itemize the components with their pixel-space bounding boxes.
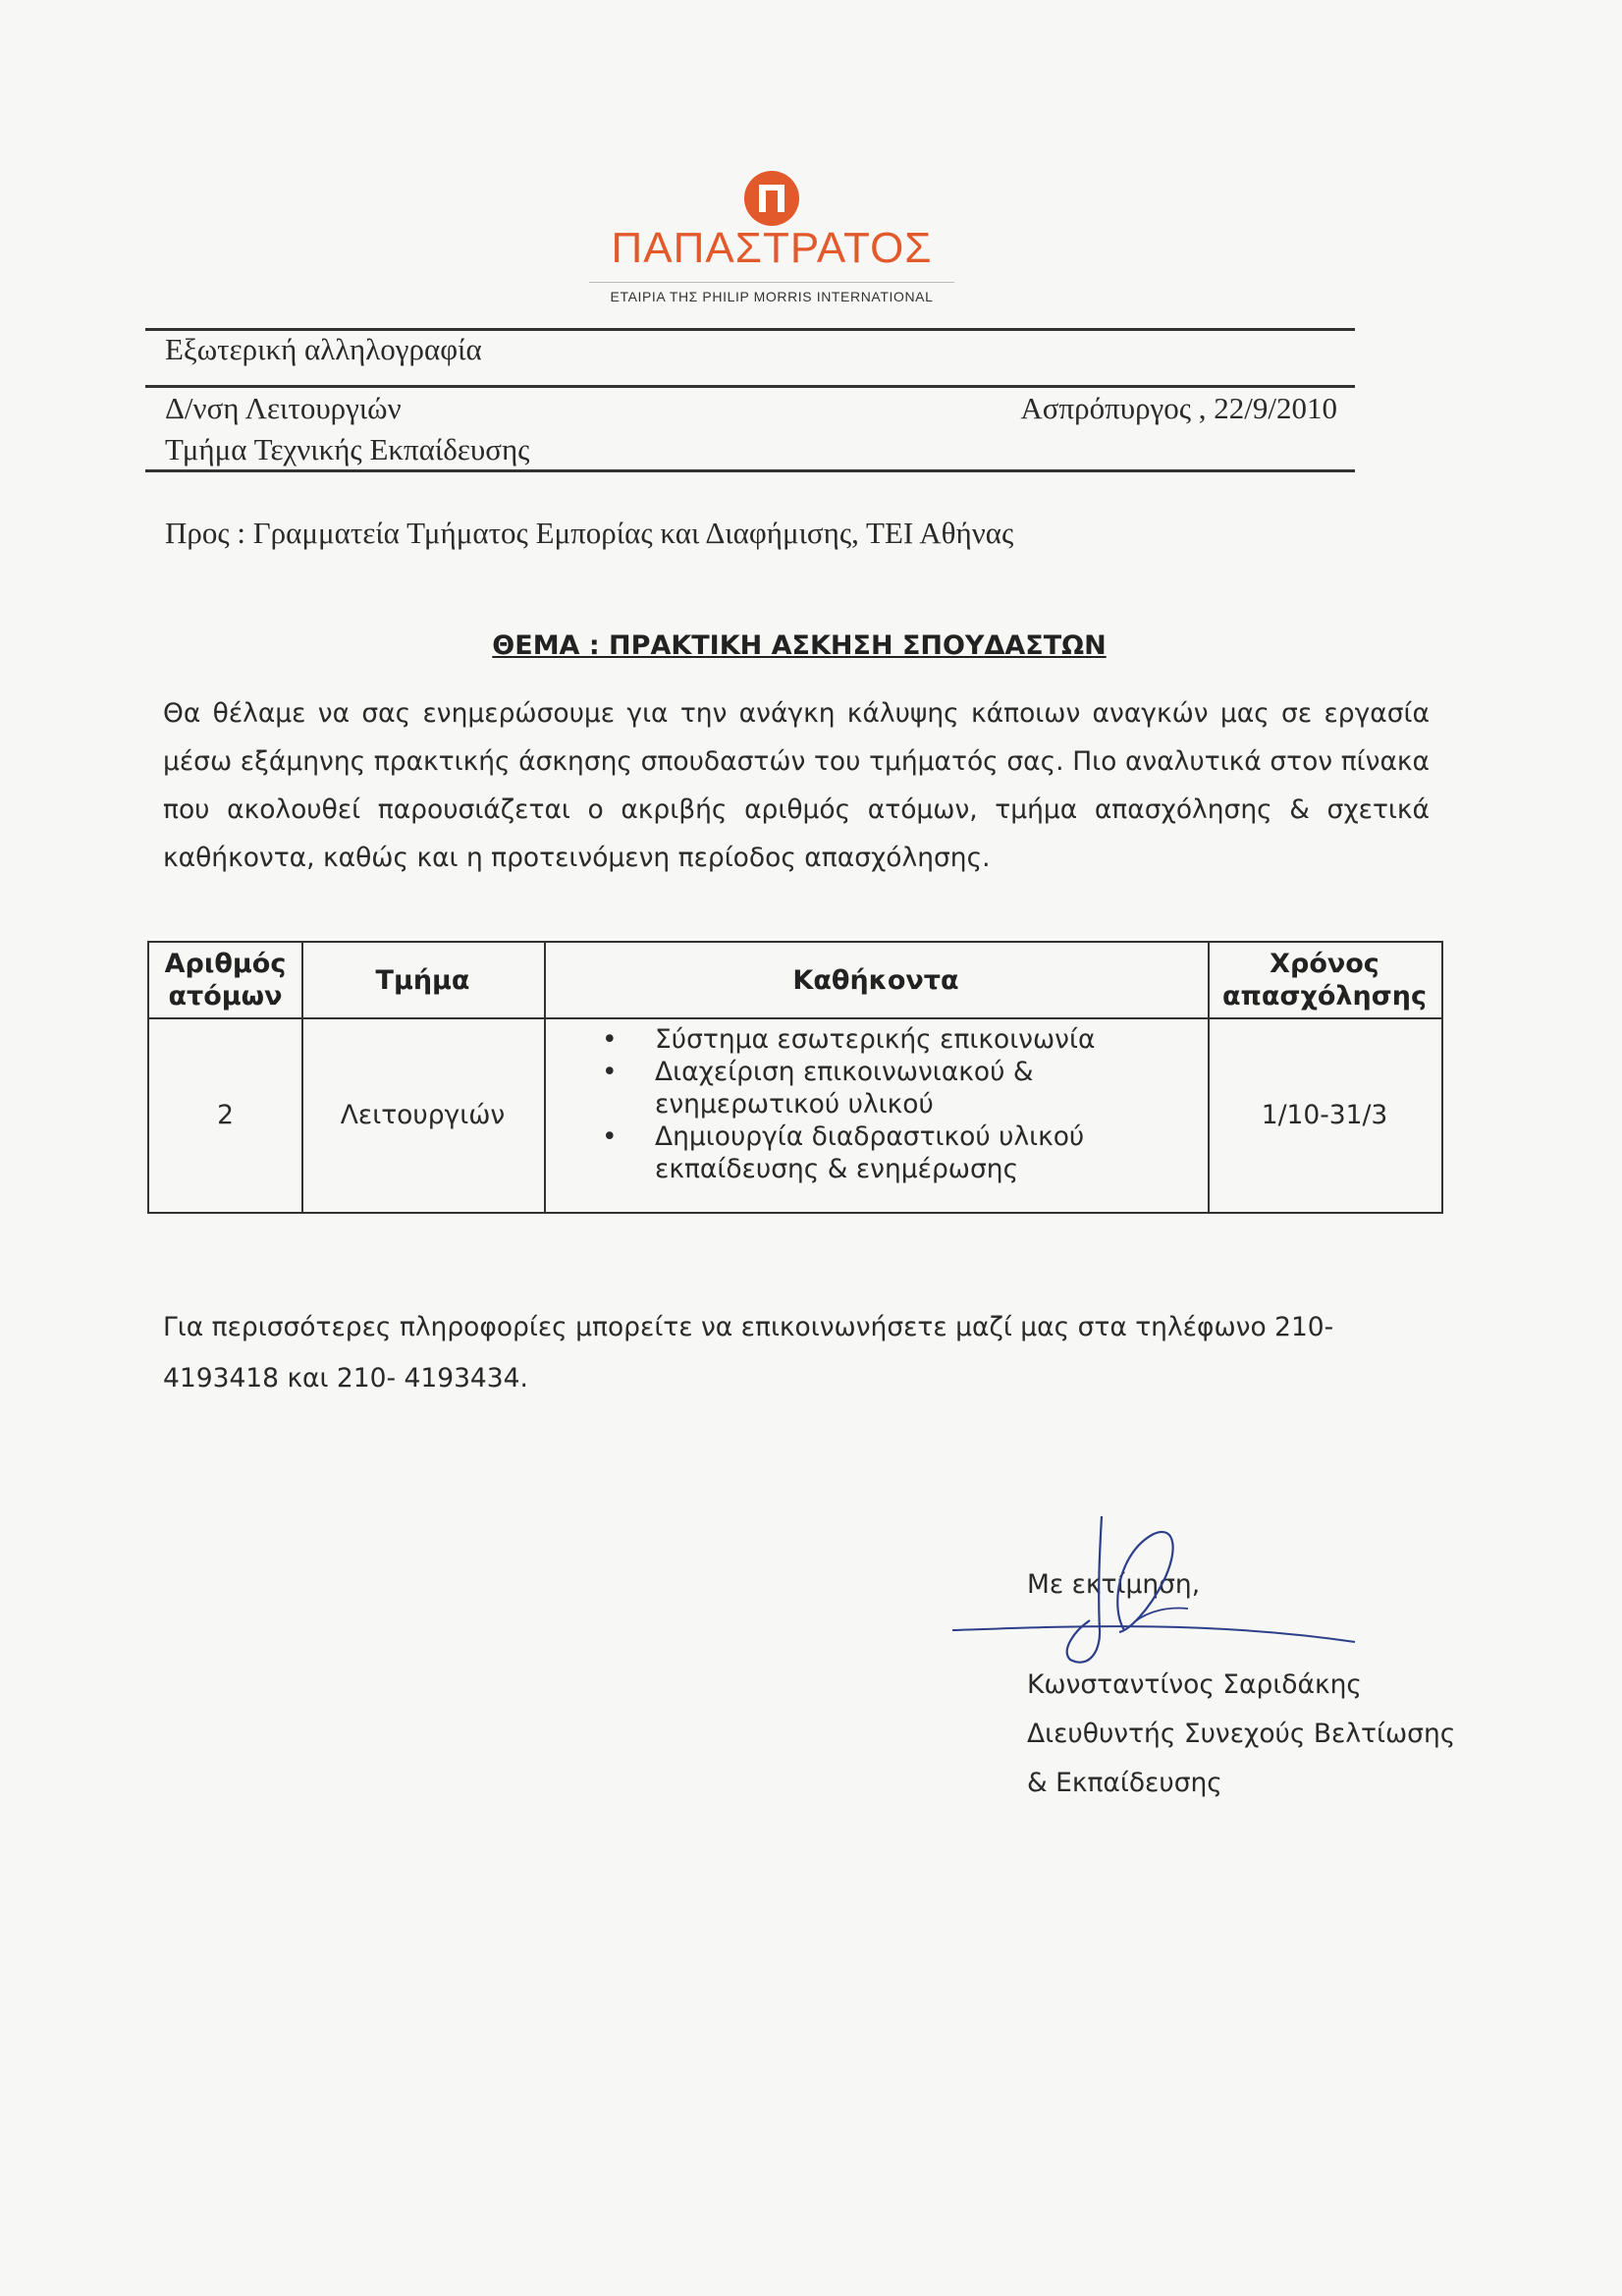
company-tagline: ΕΤΑΙΡΙΑ ΤΗΣ PHILIP MORRIS INTERNATIONAL — [610, 289, 934, 304]
contact-paragraph — [163, 1302, 1400, 1404]
header-rule-top — [145, 328, 1355, 331]
header-count — [149, 943, 301, 1017]
header-rule-bottom — [145, 469, 1355, 472]
logo-divider — [589, 282, 954, 283]
duty-item: • Σύστημα εσωτερικής επικοινωνία — [596, 1023, 1342, 1056]
division-name: Δ/νση Λειτουργιών — [165, 391, 402, 425]
signer-title: Διευθυντής Συνεχούς Βελτίωσης — [1027, 1719, 1456, 1749]
header-rule-middle — [145, 385, 1355, 388]
contact-line: Για περισσότερες πληροφορίες μπορείτε να επικοινωνήσετε μαζί μας στα τηλέφωνο 210- — [163, 1312, 1334, 1342]
company-logo-icon — [742, 169, 801, 228]
header-period-line2: απασχόλησης — [1221, 981, 1427, 1011]
company-name: ΠΑΠΑΣΤΡΑΤΟΣ — [611, 224, 933, 272]
row-department: Λειτουργιών — [340, 1099, 506, 1130]
header-period-line1: Χρόνος — [1270, 949, 1379, 979]
correspondence-type: Εξωτερική αλληλογραφία — [165, 332, 482, 366]
subject-heading: ΘΕΜΑ : ΠΡΑΚΤΙΚΗ ΑΣΚΗΣΗ ΣΠΟΥΔΑΣΤΩΝ — [492, 630, 1107, 661]
duty-item: • Διαχείριση επικοινωνιακού & — [596, 1056, 1342, 1088]
header-count-line2: ατόμων — [168, 981, 283, 1011]
handwritten-signature — [952, 1512, 1365, 1679]
place-and-date: Ασπρόπυργος , 22/9/2010 — [1020, 391, 1337, 425]
header-count-line1: Αριθμός — [164, 949, 287, 979]
duty-item: • Δημιουργία διαδραστικού υλικού — [596, 1121, 1342, 1153]
intro-paragraph: Θα θέλαμε να σας ενημερώσουμε για την ανάγκη κάλυψης κάποιων αναγκών μας σε εργασία μέσω εξάμηνης πρακτικής άσκησης σπουδαστών του τμήματός σας. Πιο αναλυτικά στον πίνακα που ακολουθεί παρουσιάζεται ο ακριβής αριθμός ατόμων, τμήμα απασχόλησης & σχετικά καθήκοντα, καθώς και η προτεινόμενη περίοδος απασχόλησης. — [163, 698, 1430, 873]
header-department: Τμήμα — [375, 964, 470, 996]
header-duties: Καθήκοντα — [792, 964, 959, 996]
duty-item-continuation: εκπαίδευσης & ενημέρωσης — [655, 1154, 1019, 1184]
recipient-line: Προς : Γραμματεία Τμήματος Εμπορίας και Διαφήμισης, ΤΕΙ Αθήνας — [165, 516, 1014, 550]
positions-table — [147, 941, 1443, 1214]
department-name: Τμήμα Τεχνικής Εκπαίδευσης — [165, 432, 530, 466]
signer-title: & Εκπαίδευσης — [1027, 1768, 1222, 1798]
row-period: 1/10-31/3 — [1261, 1099, 1388, 1130]
row-count: 2 — [217, 1099, 234, 1130]
duty-item-continuation: ενημερωτικού υλικού — [655, 1089, 934, 1120]
contact-line: 4193418 και 210- 4193434. — [163, 1363, 528, 1394]
signer-name: Κωνσταντίνος Σαριδάκης — [1027, 1669, 1362, 1700]
sign-off: Με εκτίμηση, — [1027, 1569, 1201, 1600]
header-period — [1208, 943, 1441, 1017]
